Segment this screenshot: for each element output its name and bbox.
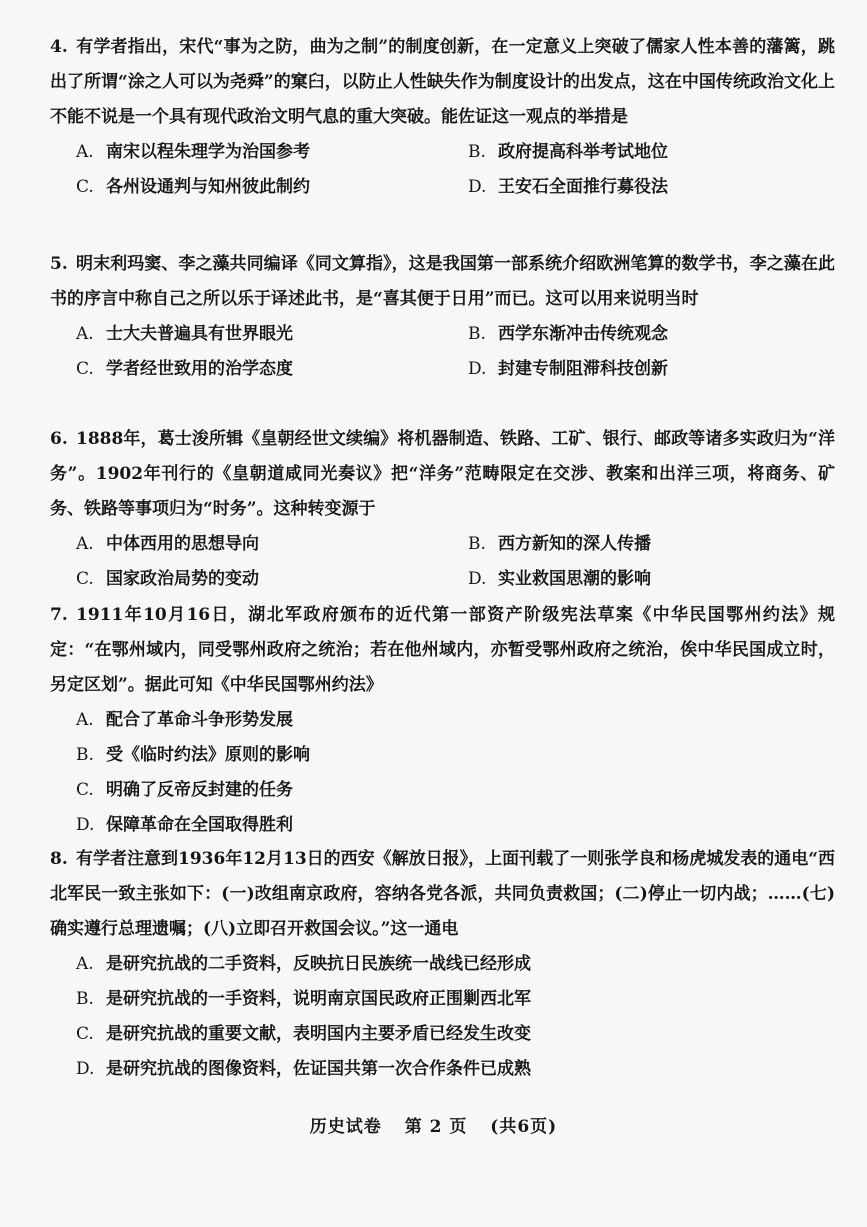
options [50,947,835,1087]
option-b [50,982,810,1017]
question-7 [50,598,835,843]
option-c [50,562,442,597]
option-b [442,317,834,352]
footer-page-number: 第 2 页 [404,1117,468,1137]
options [50,135,835,205]
options [50,703,835,843]
option-d [50,1052,810,1087]
option-letter: B. [468,324,486,344]
option-d [442,562,834,597]
option-letter: D. [468,569,487,589]
option-letter: A. [76,324,94,344]
option-text: 学者经世致用的治学态度 [106,359,293,379]
question-8 [50,842,835,1087]
option-b [50,738,810,773]
question-number: 7. [50,605,68,625]
option-c [50,170,442,205]
option-text: 是研究抗战的图像资料，佐证国共第一次合作条件已成熟 [106,1059,531,1079]
option-letter: A. [76,954,94,974]
option-text: 中体西用的思想导向 [106,534,259,554]
option-letter: D. [468,359,487,379]
option-text: 封建专制阻滞科技创新 [498,359,668,379]
option-text: 西方新知的深人传播 [498,534,651,554]
option-text: 政府提高科举考试地位 [498,142,668,162]
option-text: 是研究抗战的一手资料，说明南京国民政府正围剿西北军 [106,989,531,1009]
option-text: 西学东渐冲击传统观念 [498,324,668,344]
option-letter: B. [468,534,486,554]
option-letter: A. [76,142,94,162]
question-5 [50,247,835,387]
question-stem [50,422,835,527]
footer-total-pages: (共6页) [490,1117,558,1137]
option-a [50,947,810,982]
option-letter: C. [76,177,94,197]
option-letter: C. [76,359,94,379]
question-text: 1911年10月16日，湖北军政府颁布的近代第一部资产阶级宪法草案《中华民国鄂州约法》规定：“在鄂州域内，同受鄂州政府之统治；若在他州域内，亦暂受鄂州政府之统治，俟中华民国成立时，另定区划”。据此可知《中华民国鄂州约法》 [50,605,835,695]
question-stem [50,842,835,947]
option-letter: C. [76,780,94,800]
option-text: 各州设通判与知州彼此制约 [106,177,310,197]
option-text: 士大夫普遍具有世界眼光 [106,324,293,344]
option-a [50,135,442,170]
option-text: 国家政治局势的变动 [106,569,259,589]
option-text: 南宋以程朱理学为治国参考 [106,142,310,162]
option-text: 王安石全面推行募役法 [498,177,668,197]
option-text: 受《临时约法》原则的影响 [106,745,310,765]
option-text: 配合了革命斗争形势发展 [106,710,293,730]
option-a [50,317,442,352]
options [50,317,835,387]
footer-subject: 历史试卷 [309,1117,382,1137]
option-letter: D. [76,1059,95,1079]
option-a [50,703,810,738]
option-c [50,773,810,808]
option-text: 是研究抗战的重要文献，表明国内主要矛盾已经发生改变 [106,1024,531,1044]
question-number: 4. [50,37,68,57]
option-letter: B. [468,142,486,162]
option-text: 明确了反帝反封建的任务 [106,780,293,800]
option-text: 保障革命在全国取得胜利 [106,815,293,835]
question-number: 6. [50,429,68,449]
question-stem [50,247,835,317]
question-stem [50,598,835,703]
option-d [442,170,834,205]
option-c [50,1017,810,1052]
question-text: 明末利玛窦、李之藻共同编译《同文算指》，这是我国第一部系统介绍欧洲笔算的数学书，李之藻在此书的序言中称自己之所以乐于译述此书，是“喜其便于日用”而已。这可以用来说明当时 [50,254,835,309]
question-stem [50,30,835,135]
option-letter: D. [76,815,95,835]
question-6 [50,422,835,597]
option-letter: A. [76,710,94,730]
question-4 [50,30,835,205]
question-number: 8. [50,849,68,869]
option-a [50,527,442,562]
option-d [442,352,834,387]
page-footer [0,1112,867,1137]
option-b [442,135,834,170]
option-text: 是研究抗战的二手资料，反映抗日民族统一战线已经形成 [106,954,531,974]
option-letter: B. [76,745,94,765]
option-letter: C. [76,1024,94,1044]
question-text: 有学者注意到1936年12月13日的西安《解放日报》，上面刊载了一则张学良和杨虎城发表的通电“西北军民一致主张如下：(一)改组南京政府，容纳各党各派，共同负责救国；(二)停止一切内战；……(七)确实遵行总理遗嘱；(八)立即召开救国会议。”这一通电 [50,849,835,939]
option-c [50,352,442,387]
question-text: 有学者指出，宋代“事为之防，曲为之制”的制度创新，在一定意义上突破了儒家人性本善的藩篱，跳出了所谓“涂之人可以为尧舜”的窠臼，以防止人性缺失作为制度设计的出发点，这在中国传统政治文化上不能不说是一个具有现代政治文明气息的重大突破。能佐证这一观点的举措是 [50,37,835,127]
option-letter: C. [76,569,94,589]
option-letter: B. [76,989,94,1009]
options [50,527,835,597]
option-d [50,808,810,843]
option-letter: D. [468,177,487,197]
question-number: 5. [50,254,68,274]
option-b [442,527,834,562]
option-text: 实业救国思潮的影响 [498,569,651,589]
option-letter: A. [76,534,94,554]
question-text: 1888年，葛士浚所辑《皇朝经世文续编》将机器制造、铁路、工矿、银行、邮政等诸多实政归为“洋务”。1902年刊行的《皇朝道咸同光奏议》把“洋务”范畴限定在交涉、教案和出洋三项，将商务、矿务、铁路等事项归为“时务”。这种转变源于 [50,429,835,519]
